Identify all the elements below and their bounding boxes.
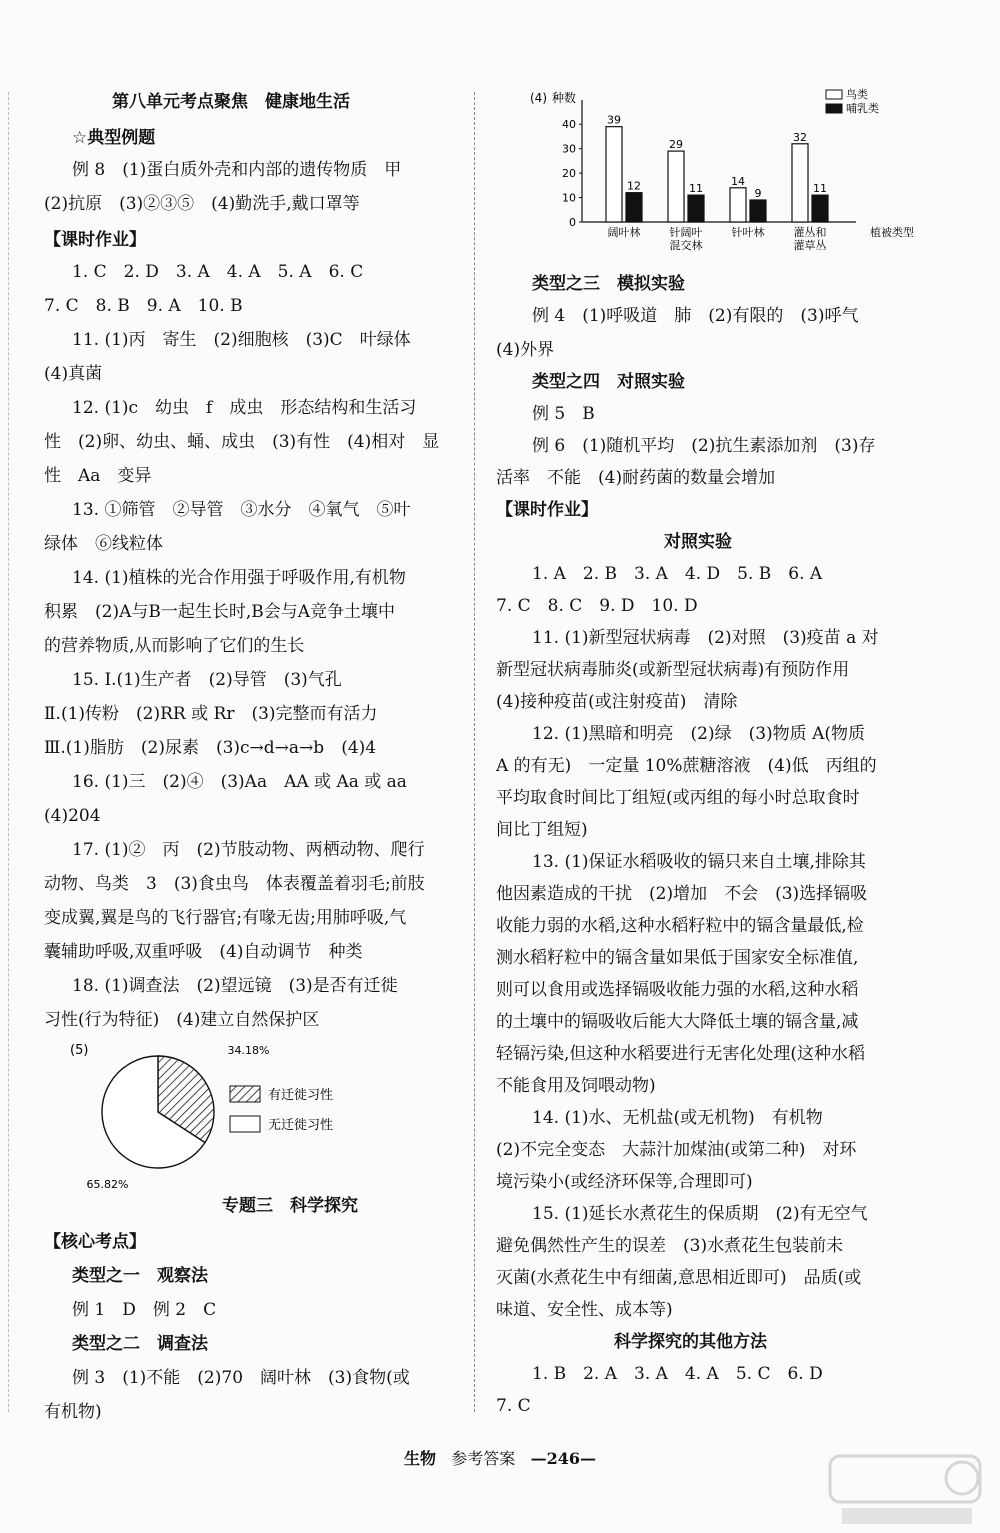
bar-chart-species [526, 84, 926, 260]
left-answer-line: 【核心考点】 [44, 1232, 146, 1252]
left-answer-line: (4)真菌 [44, 364, 103, 384]
left-answer-line: 11. (1)丙 寄生 (2)细胞核 (3)C 叶绿体 [72, 330, 411, 350]
left-answer-line: 12. (1)c 幼虫 f 成虫 形态结构和生活习 [72, 398, 417, 418]
left-answer-line: Ⅲ.(1)脂肪 (2)尿素 (3)c→d→a→b (4)4 [44, 738, 377, 758]
chart-label: (4) [530, 91, 547, 105]
left-answer-line: Ⅱ.(1)传粉 (2)RR 或 Rr (3)完整而有活力 [44, 704, 378, 724]
right-answer-line: 例 5 B [532, 404, 595, 424]
left-answer-line: 变成翼,翼是鸟的飞行器官;有喙无齿;用肺呼吸,气 [44, 908, 407, 928]
right-answer-line: 类型之三 模拟实验 [532, 274, 685, 294]
bar-value-label: 39 [607, 113, 621, 127]
left-answer-line: (4)204 [44, 806, 101, 826]
bar-birds [606, 127, 622, 222]
legend-label: 鸟类 [846, 88, 868, 101]
left-answer-line: 动物、鸟类 3 (3)食虫鸟 体表覆盖着羽毛;前肢 [44, 874, 425, 894]
left-answer-line: 17. (1)② 丙 (2)节肢动物、两栖动物、爬行 [72, 840, 425, 860]
right-answer-line: 7. C [496, 1396, 531, 1416]
bar-value-label: 32 [793, 130, 807, 144]
right-answer-line: 14. (1)水、无机盐(或无机物) 有机物 [532, 1108, 823, 1128]
y-tick-label: 30 [562, 142, 576, 156]
left-answer-line: 性 (2)卵、幼虫、蛹、成虫 (3)有性 (4)相对 显 [44, 432, 440, 452]
left-answer-line: 囊辅助呼吸,双重呼吸 (4)自动调节 种类 [44, 942, 363, 962]
right-answer-line: 科学探究的其他方法 [614, 1332, 767, 1352]
left-answer-line: 第八单元考点聚焦 健康地生活 [112, 92, 350, 112]
bar-value-label: 11 [813, 182, 827, 196]
right-answer-line: 间比丁组短) [496, 820, 588, 840]
legend-label: 哺乳类 [846, 102, 879, 115]
bar-value-label: 12 [627, 179, 641, 193]
x-tick-label: 混交林 [669, 239, 703, 252]
right-answer-line: 例 6 (1)随机平均 (2)抗生素添加剂 (3)存 [532, 436, 876, 456]
right-answer-line: 测水稻籽粒中的镉含量如果低于国家安全标准值, [496, 948, 859, 968]
left-answer-line: 绿体 ⑥线粒体 [44, 534, 163, 554]
legend-swatch [826, 104, 842, 113]
right-answer-line: 灭菌(水煮花生中有细菌,意思相近即可) 品质(或 [496, 1268, 862, 1288]
left-answer-line: 【课时作业】 [44, 230, 146, 250]
left-margin-rule [8, 92, 9, 1412]
bar-mammals [750, 200, 766, 222]
left-answer-line: (2)抗原 (3)②③⑤ (4)勤洗手,戴口罩等 [44, 194, 360, 214]
right-answer-line: 不能食用及饲喂动物) [496, 1076, 656, 1096]
y-axis-label: 种数 [552, 91, 577, 105]
legend-label: 有迁徙习性 [268, 1088, 334, 1103]
left-answer-line: 类型之二 调查法 [72, 1334, 208, 1354]
right-answer-line: (4)外界 [496, 340, 555, 360]
right-answer-line: A 的有无) 一定量 10%蔗糖溶液 (4)低 丙组的 [496, 756, 877, 776]
right-answer-line: 轻镉污染,但这种水稻要进行无害化处理(这种水稻 [496, 1044, 866, 1064]
right-answer-line: 平均取食时间比丁组短(或丙组的每小时总取食时 [496, 788, 860, 808]
right-answer-line: (4)接种疫苗(或注射疫苗) 清除 [496, 692, 738, 712]
legend-swatch [230, 1086, 260, 1102]
left-answer-line: 例 3 (1)不能 (2)70 阔叶林 (3)食物(或 [72, 1368, 410, 1388]
right-answer-line: 避免偶然性产生的误差 (3)水煮花生包装前未 [496, 1236, 844, 1256]
left-answer-line: 例 8 (1)蛋白质外壳和内部的遗传物质 甲 [72, 160, 402, 180]
chart-label: (5) [70, 1043, 89, 1058]
left-answer-line: 18. (1)调查法 (2)望远镜 (3)是否有迁徙 [72, 976, 398, 996]
y-tick-label: 40 [562, 118, 576, 132]
right-answer-line: 1. A 2. B 3. A 4. D 5. B 6. A [532, 564, 823, 584]
bar-mammals [626, 193, 642, 222]
left-answer-line: 习性(行为特征) (4)建立自然保护区 [44, 1010, 320, 1030]
right-answer-line: 则可以食用或选择镉吸收能力强的水稻,这种水稻 [496, 980, 859, 1000]
right-answer-line: 境污染小(或经济环保等,合理即可) [496, 1172, 753, 1192]
right-answer-line: 对照实验 [664, 532, 732, 552]
legend-swatch [826, 90, 842, 99]
left-answer-line: 积累 (2)A与B一起生长时,B会与A竞争土壤中 [44, 602, 396, 622]
footer-subject: 生物 [404, 1449, 437, 1468]
right-answer-line: 12. (1)黑暗和明亮 (2)绿 (3)物质 A(物质 [532, 724, 865, 744]
right-answer-line: 味道、安全性、成本等) [496, 1300, 673, 1320]
legend-swatch [230, 1116, 260, 1132]
bar-mammals [688, 195, 704, 222]
x-axis-label: 植被类型 [870, 226, 914, 239]
right-answer-line: (2)不完全变态 大蒜汁加煤油(或第二种) 对环 [496, 1140, 857, 1160]
y-tick-label: 10 [562, 191, 576, 205]
x-tick-label: 灌草丛 [793, 239, 827, 252]
right-answer-line: 收能力弱的水稻,这种水稻籽粒中的镉含量最低,检 [496, 916, 864, 936]
left-answer-line: 专题三 科学探究 [222, 1196, 358, 1216]
left-answer-line: 13. ①筛管 ②导管 ③水分 ④氧气 ⑤叶 [72, 500, 411, 520]
left-answer-line: 有机物) [44, 1402, 102, 1422]
pie-value-label: 65.82% [86, 1178, 129, 1190]
right-answer-line: 7. C 8. C 9. D 10. D [496, 596, 698, 616]
left-answer-line: 例 1 D 例 2 C [72, 1300, 217, 1320]
left-answer-line: ☆典型例题 [72, 128, 156, 148]
left-answer-line: 类型之一 观察法 [72, 1266, 208, 1286]
y-tick-label: 0 [569, 216, 576, 229]
bar-value-label: 11 [689, 182, 703, 196]
right-answer-line: 他因素造成的干扰 (2)增加 不会 (3)选择镉吸 [496, 884, 868, 904]
left-answer-line: 性 Aa 变异 [44, 466, 152, 486]
pie-value-label: 34.18% [227, 1044, 270, 1057]
right-answer-line: 13. (1)保证水稻吸收的镉只来自土壤,排除其 [532, 852, 866, 872]
column-divider [474, 92, 475, 1412]
left-answer-line: 1. C 2. D 3. A 4. A 5. A 6. C [72, 262, 364, 282]
right-answer-line: 11. (1)新型冠状病毒 (2)对照 (3)疫苗 a 对 [532, 628, 879, 648]
right-answer-line: 类型之四 对照实验 [532, 372, 685, 392]
bar-birds [730, 188, 746, 222]
bar-birds [792, 144, 808, 222]
right-answer-line: 例 4 (1)呼吸道 肺 (2)有限的 (3)呼气 [532, 306, 859, 326]
x-tick-label: 阔叶林 [607, 226, 641, 239]
left-answer-line: 的营养物质,从而影响了它们的生长 [44, 636, 305, 656]
x-tick-label: 灌丛和 [793, 226, 827, 239]
watermark-logo [822, 1450, 992, 1530]
right-answer-line: 【课时作业】 [496, 500, 598, 520]
y-tick-label: 20 [562, 167, 576, 181]
right-answer-line: 1. B 2. A 3. A 4. A 5. C 6. D [532, 1364, 823, 1384]
bar-mammals [812, 195, 828, 222]
right-answer-line: 新型冠状病毒肺炎(或新型冠状病毒)有预防作用 [496, 660, 850, 680]
left-answer-line: 15. Ⅰ.(1)生产者 (2)导管 (3)气孔 [72, 670, 342, 690]
x-tick-label: 针阔叶 [669, 226, 703, 239]
left-answer-line: 16. (1)三 (2)④ (3)Aa AA 或 Aa 或 aa [72, 772, 407, 792]
right-answer-line: 活率 不能 (4)耐药菌的数量会增加 [496, 468, 776, 488]
right-answer-line: 的土壤中的镉吸收后能大大降低土壤的镉含量,减 [496, 1012, 859, 1032]
legend-label: 无迁徙习性 [268, 1118, 334, 1133]
left-answer-line: 14. (1)植株的光合作用强于呼吸作用,有机物 [72, 568, 406, 588]
bar-value-label: 9 [754, 187, 762, 200]
footer-page-number: —246— [530, 1449, 596, 1468]
right-answer-line: 15. (1)延长水煮花生的保质期 (2)有无空气 [532, 1204, 868, 1224]
footer-section: 参考答案 [451, 1449, 516, 1468]
bar-value-label: 29 [669, 138, 683, 152]
pie-chart-migration [70, 1040, 400, 1190]
bar-birds [668, 151, 684, 222]
left-answer-line: 7. C 8. B 9. A 10. B [44, 296, 243, 316]
bar-value-label: 14 [731, 174, 745, 188]
x-tick-label: 针叶林 [731, 226, 765, 239]
